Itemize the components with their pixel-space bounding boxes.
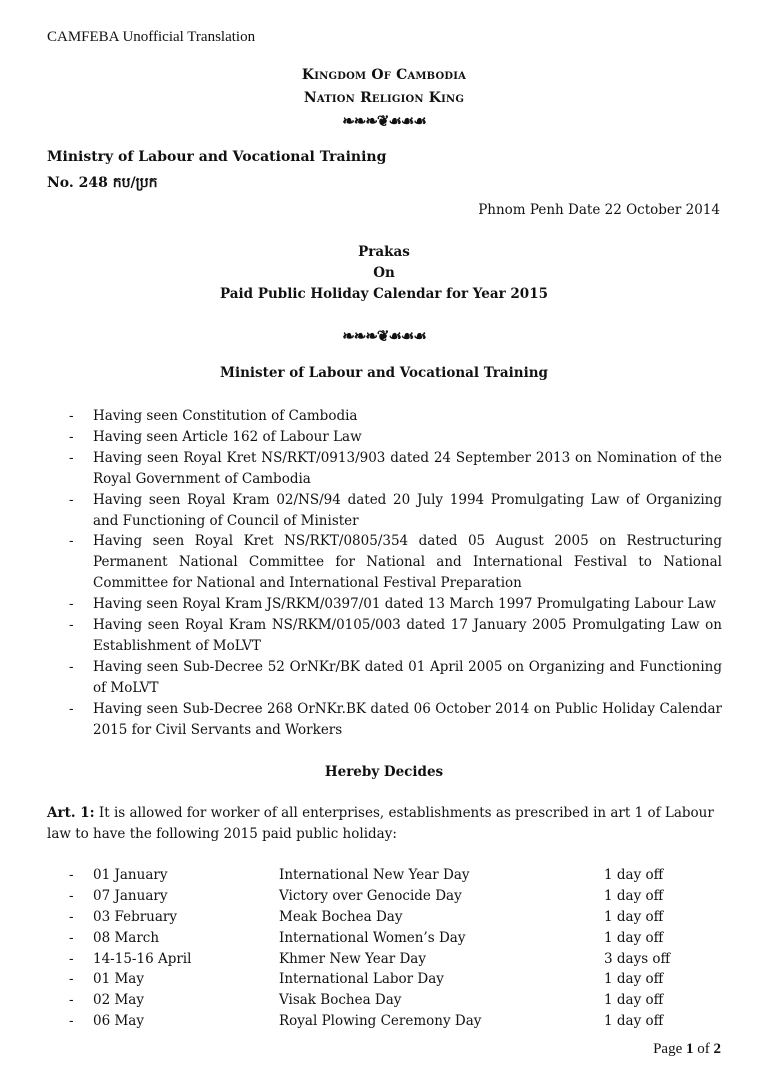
- holiday-date: 01 May: [93, 971, 144, 988]
- document-number: No. 248 កប/ប្រក: [47, 175, 158, 191]
- holiday-date: 08 March: [93, 929, 160, 946]
- list-item: [63, 448, 722, 490]
- bullet-dash: -: [69, 449, 74, 466]
- table-row: [63, 865, 723, 886]
- holiday-days: 1 day off: [604, 1013, 664, 1030]
- ministry-name: Ministry of Labour and Vocational Training: [47, 149, 387, 165]
- document-date: Phnom Penh Date 22 October 2014: [478, 202, 720, 218]
- holiday-date: 01 January: [93, 867, 168, 883]
- article-label: Art. 1:: [47, 805, 95, 821]
- list-item-text: Having seen Royal Kram 02/NS/94 dated 20 July 1994 Promulgating Law of Organizing and Functioning of Council of Minister: [93, 491, 722, 529]
- list-item: [63, 699, 722, 741]
- ornament-divider-middle: ❧❧❧❦☙☙☙: [342, 327, 426, 345]
- bullet-dash: -: [69, 992, 74, 1009]
- translation-note: CAMFEBA Unofficial Translation: [47, 29, 256, 45]
- bullet-dash: -: [69, 1013, 74, 1030]
- holiday-days: 1 day off: [604, 929, 664, 946]
- holiday-name: Victory over Genocide Day: [279, 887, 462, 904]
- list-item-text: Having seen Royal Kret NS/RKT/0913/903 dated 24 September 2013 on Nomination of the Royal Government of Cambodia: [93, 449, 722, 487]
- prakas-subject: Paid Public Holiday Calendar for Year 2015: [220, 286, 548, 302]
- bullet-dash: -: [69, 950, 74, 967]
- holiday-date: 06 May: [93, 1013, 144, 1030]
- holiday-date: 14-15-16 April: [93, 950, 192, 967]
- list-item-text: Having seen Constitution of Cambodia: [93, 408, 358, 424]
- holiday-name: International Labor Day: [279, 971, 444, 988]
- table-row: [63, 1011, 723, 1032]
- holiday-days: 3 days off: [604, 950, 671, 967]
- bullet-dash: -: [69, 658, 74, 675]
- prakas-on: On: [373, 265, 395, 281]
- table-row: [63, 928, 723, 949]
- holiday-name: Meak Bochea Day: [279, 908, 403, 925]
- bullet-dash: -: [69, 617, 74, 634]
- table-row: [63, 949, 723, 970]
- list-item-text: Having seen Article 162 of Labour Law: [93, 428, 362, 445]
- list-item-text: Having seen Royal Kram JS/RKM/0397/01 dated 13 March 1997 Promulgating Labour Law: [93, 596, 717, 613]
- table-row: [63, 907, 723, 928]
- holiday-name: Visak Bochea Day: [279, 992, 402, 1009]
- article-1: [47, 803, 722, 845]
- list-item-text: Having seen Royal Kram NS/RKM/0105/003 dated 17 January 2005 Promulgating Law on Establishment of MoLVT: [93, 617, 722, 654]
- national-motto: Nation Religion King: [303, 90, 465, 106]
- holiday-days: 1 day off: [604, 908, 664, 925]
- kingdom-heading: Kingdom Of Cambodia: [301, 67, 467, 83]
- page-word: Page: [653, 1041, 683, 1057]
- holiday-table: [63, 865, 723, 1032]
- list-item-text: Having seen Sub-Decree 52 OrNKr/BK dated 01 April 2005 on Organizing and Functioning of MoLVT: [93, 658, 722, 696]
- bullet-dash: -: [69, 408, 74, 424]
- table-row: [63, 886, 723, 907]
- bullet-dash: -: [69, 929, 74, 946]
- list-item: [63, 406, 722, 427]
- bullet-dash: -: [69, 908, 74, 925]
- holiday-date: 02 May: [93, 992, 144, 1009]
- holiday-days: 1 day off: [604, 867, 664, 883]
- holiday-name: Royal Plowing Ceremony Day: [279, 1013, 482, 1030]
- holiday-days: 1 day off: [604, 971, 664, 988]
- page-current: 1: [686, 1041, 694, 1057]
- holiday-name: International New Year Day: [279, 867, 470, 883]
- page-number: [653, 1041, 721, 1058]
- bullet-dash: -: [69, 971, 74, 988]
- bullet-dash: -: [69, 491, 74, 508]
- having-seen-list: [63, 406, 722, 741]
- decides-heading: Hereby Decides: [324, 764, 444, 780]
- bullet-dash: -: [69, 533, 74, 550]
- page-of: of: [697, 1041, 710, 1057]
- holiday-days: 1 day off: [604, 992, 664, 1009]
- list-item: [63, 594, 722, 615]
- list-item: [63, 427, 722, 448]
- bullet-dash: -: [69, 887, 74, 904]
- list-item: [63, 490, 722, 532]
- bullet-dash: -: [69, 867, 74, 883]
- list-item-text: Having seen Royal Kret NS/RKT/0805/354 dated 05 August 2005 on Restructuring Permanent National Committee for National and International Festival to National Committee for National and International Festival Preparation: [93, 533, 722, 592]
- bullet-dash: -: [69, 700, 74, 717]
- prakas-title: Prakas: [358, 244, 410, 260]
- holiday-date: 03 February: [93, 908, 178, 925]
- list-item: [63, 657, 722, 699]
- holiday-name: Khmer New Year Day: [279, 950, 426, 967]
- list-item: [63, 615, 722, 657]
- bullet-dash: -: [69, 428, 74, 445]
- holiday-days: 1 day off: [604, 887, 664, 904]
- minister-heading: Minister of Labour and Vocational Training: [220, 365, 548, 381]
- page-total: 2: [713, 1041, 721, 1057]
- holiday-name: International Women’s Day: [279, 929, 466, 946]
- ornament-divider-top: ❧❧❧❦☙☙☙: [342, 112, 426, 130]
- holiday-date: 07 January: [93, 887, 168, 904]
- list-item-text: Having seen Sub-Decree 268 OrNKr.BK dated 06 October 2014 on Public Holiday Calendar 2015 for Civil Servants and Workers: [93, 700, 722, 738]
- list-item: [63, 531, 722, 594]
- article-text: It is allowed for worker of all enterprises, establishments as prescribed in art 1 of Labour law to have the following 2015 paid public holiday:: [47, 805, 714, 842]
- table-row: [63, 990, 723, 1011]
- bullet-dash: -: [69, 596, 74, 613]
- table-row: [63, 969, 723, 990]
